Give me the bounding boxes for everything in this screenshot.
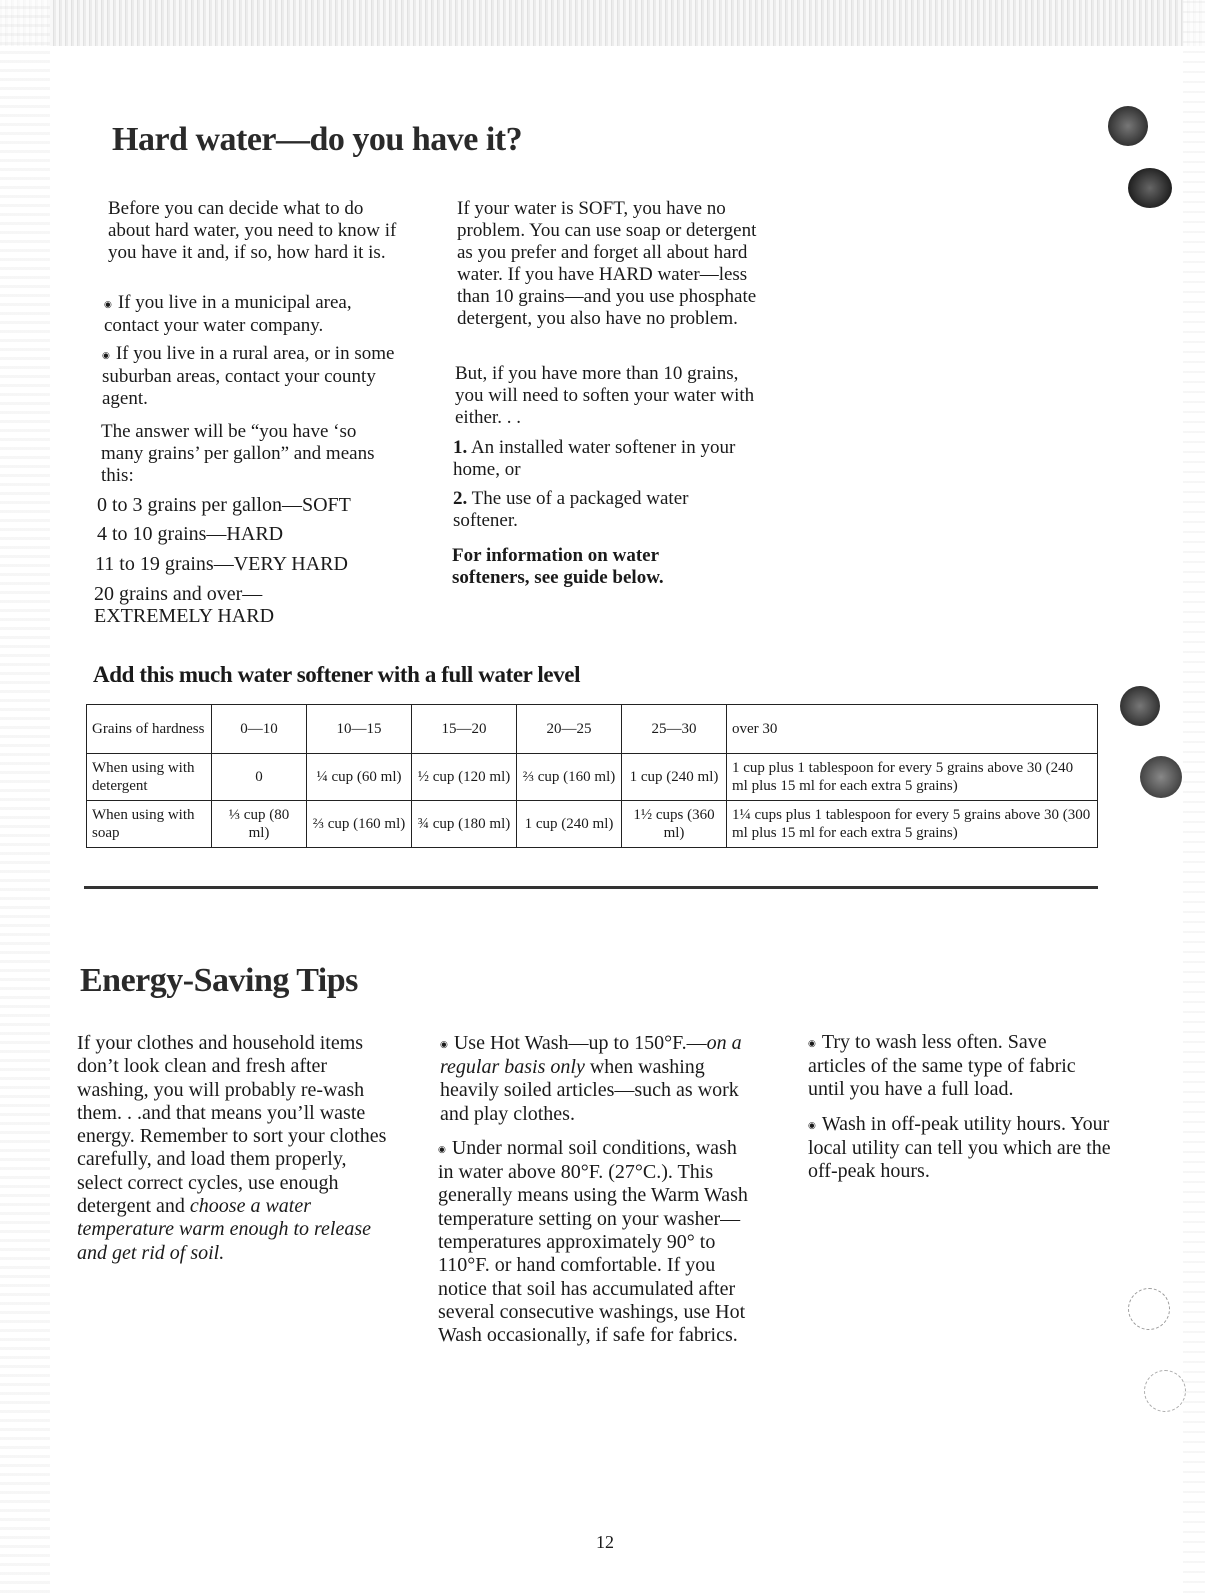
table-header-row [87, 705, 1098, 754]
softener-guide-note: For information on water softeners, see guide below. [452, 545, 664, 588]
rural-bullet: ◉ If you live in a rural area, or in some suburban areas, contact your county agent. [102, 343, 402, 410]
binder-hole-2 [1128, 168, 1172, 208]
option-packaged-softener [453, 488, 743, 532]
row-label-detergent: When using with detergent [87, 754, 212, 801]
header-range: 20—25 [517, 705, 622, 754]
intro-paragraph: Before you can decide what to do about hard water, you need to know if you have it and, if so, how hard it is. [108, 198, 397, 263]
header-range: 0—10 [212, 705, 307, 754]
hot-wash-tip [440, 1032, 755, 1126]
softener-table-heading: Add this much water softener with a full water level [93, 662, 581, 687]
header-range: over 30 [727, 705, 1098, 754]
wash-less-often-tip: ◉ Try to wash less often. Save articles of the same type of fabric until you have a full load. [808, 1031, 1108, 1102]
table-cell: ⅔ cup (160 ml) [517, 754, 622, 801]
rewash-text: If your clothes and household items don’t look clean and fresh after washing, you will probably re-wash them. . .and that means you’ll waste energy. Remember to sort your clothes carefully, and load them properly, select correct cycles, use enough detergent and [77, 1032, 387, 1218]
table-cell: 1¼ cups plus 1 tablespoon for every 5 grains above 30 (300 ml plus 15 ml for each extra 5 grains) [727, 801, 1098, 848]
scan-edge-top [0, 0, 1205, 46]
option-1-text: An installed water softener in your home, or [453, 437, 736, 480]
header-range: 15—20 [412, 705, 517, 754]
option-2-text: The use of a packaged water softener. [453, 488, 689, 531]
table-cell: 1½ cups (360 ml) [622, 801, 727, 848]
answer-paragraph: The answer will be “you have ‘so many grains’ per gallon” and means this: [101, 421, 375, 486]
option-installed-softener [453, 437, 743, 481]
page-number: 12 [596, 1532, 614, 1552]
scale-very-hard: 11 to 19 grains—VERY HARD [95, 553, 348, 575]
table-cell: ⅔ cup (160 ml) [307, 801, 412, 848]
binder-hole-5 [1128, 1288, 1170, 1330]
municipal-bullet: ◉ If you live in a municipal area, contact your water company. [104, 292, 394, 337]
hard-water-title: Hard water—do you have it? [112, 121, 523, 158]
hot-wash-text-b: when washing heavily soiled articles—such as work and play clothes. [440, 1056, 739, 1125]
hot-wash-text-a: Use Hot Wash—up to 150°F.— [453, 1032, 707, 1054]
warm-wash-tip: ◉ Under normal soil conditions, wash in water above 80°F. (27°C.). This generally means using the Warm Wash temperature setting on your washer—temperatures approximately 90° to 110°F. or hand comfortable. If you notice that soil has accumulated after several consecutive washings, use Hot Wash occasionally, if safe for fabrics. [438, 1137, 756, 1347]
more-than-10-paragraph: But, if you have more than 10 grains, you will need to soften your water with either. . . [455, 363, 755, 428]
table-cell: ⅓ cup (80 ml) [212, 801, 307, 848]
header-range: 10—15 [307, 705, 412, 754]
scale-soft: 0 to 3 grains per gallon—SOFT [97, 494, 351, 516]
table-cell: ½ cup (120 ml) [412, 754, 517, 801]
scale-extremely-hard-line1: 20 grains and over— [94, 583, 263, 605]
soft-water-paragraph: If your water is SOFT, you have no problem. You can use soap or detergent as you prefer and forget all about hard water. If you have HARD water—less than 10 grains—and you use phosphate detergent, you also have no problem. [457, 198, 757, 329]
scan-edge-left [0, 0, 50, 1593]
section-divider [84, 886, 1098, 889]
energy-tips-title: Energy-Saving Tips [80, 962, 358, 999]
option-1-number: 1. [453, 437, 468, 458]
softener-table [86, 704, 1098, 848]
table-cell: ¾ cup (180 ml) [412, 801, 517, 848]
table-cell: 1 cup plus 1 tablespoon for every 5 grains above 30 (240 ml plus 15 ml for each extra 5 grains) [727, 754, 1098, 801]
table-cell: ¼ cup (60 ml) [307, 754, 412, 801]
off-peak-tip: ◉ Wash in off-peak utility hours. Your local utility can tell you which are the off-peak hours. [808, 1113, 1123, 1184]
table-cell: 0 [212, 754, 307, 801]
row-label-soap: When using with soap [87, 801, 212, 848]
scale-hard: 4 to 10 grains—HARD [97, 523, 284, 545]
binder-hole-4 [1140, 756, 1182, 798]
scan-edge-right [1183, 0, 1205, 1593]
table-row [87, 801, 1098, 848]
table-row [87, 754, 1098, 801]
table-cell: 1 cup (240 ml) [622, 754, 727, 801]
table-cell: 1 cup (240 ml) [517, 801, 622, 848]
binder-hole-1 [1108, 106, 1148, 146]
scale-extremely-hard-line2: EXTREMELY HARD [94, 605, 275, 627]
rewash-paragraph [77, 1032, 397, 1265]
rewash-emphasis: choose a water temperature warm enough to release and get rid of soil. [77, 1195, 372, 1264]
header-range: 25—30 [622, 705, 727, 754]
hot-wash-emphasis: on a regular basis only [440, 1032, 742, 1079]
option-2-number: 2. [453, 488, 468, 509]
binder-hole-6 [1144, 1370, 1186, 1412]
binder-hole-3 [1120, 686, 1160, 726]
header-grains-of-hardness: Grains of hardness [87, 705, 212, 754]
